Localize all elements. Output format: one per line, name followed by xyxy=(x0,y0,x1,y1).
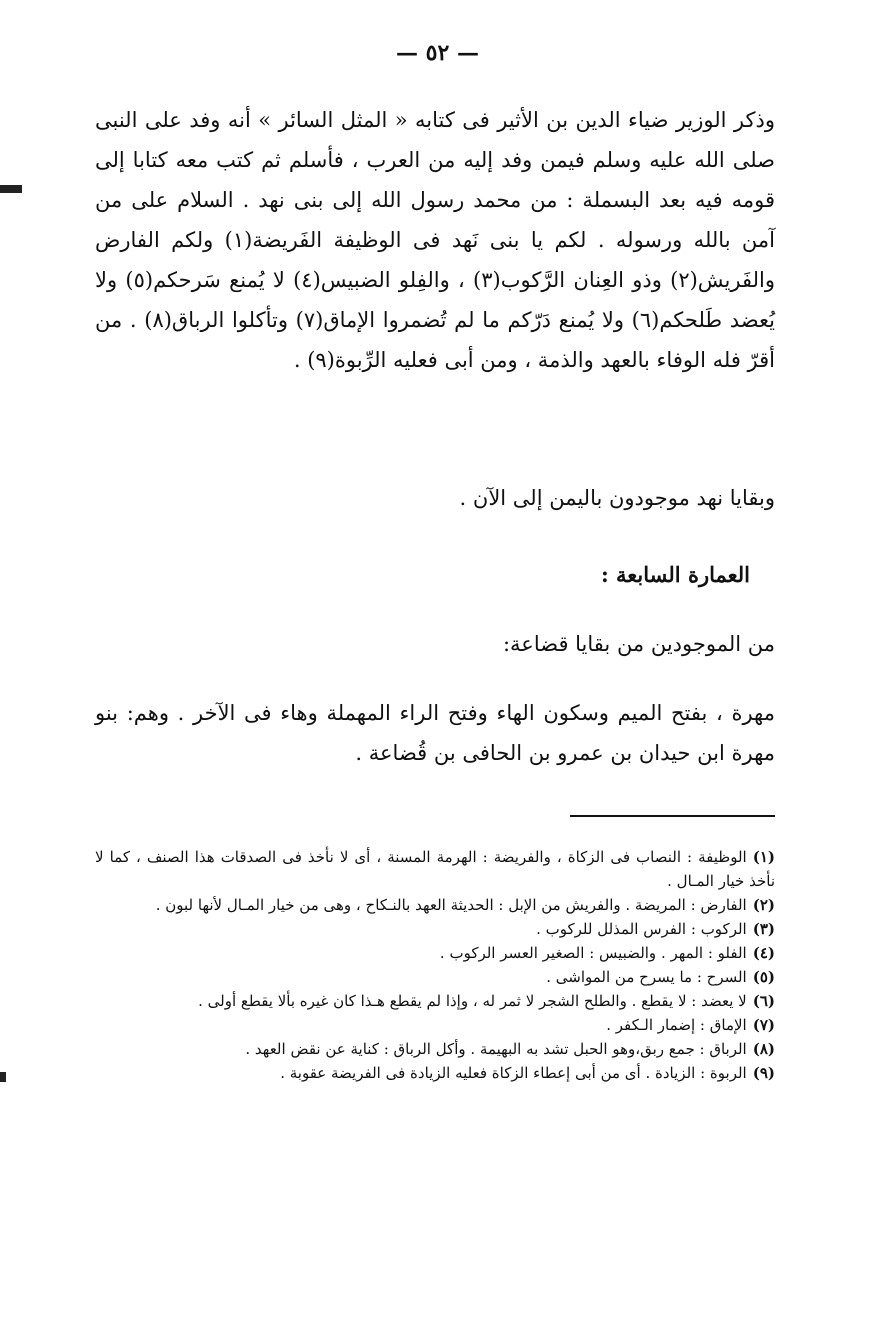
footnote-text: الربوة : الزيادة . أى من أبى إعطاء الزكاة فعليه الزيادة فى الفريضة عقوبة . xyxy=(280,1064,747,1082)
footnote xyxy=(95,893,775,917)
footnote-number: (٨) xyxy=(752,1040,775,1058)
footnote-text: الفلو : المهر . والضبيس : الصغير العسر الركوب . xyxy=(439,944,747,962)
footnote xyxy=(95,941,775,965)
footnote xyxy=(95,989,775,1013)
footnote-number: (٢) xyxy=(752,896,775,914)
footnote-number: (٦) xyxy=(752,992,775,1010)
footnote-number: (٧) xyxy=(752,1016,775,1034)
remnants-paragraph: وبقايا نهد موجودون باليمن إلى الآن . xyxy=(459,486,775,510)
margin-ink-dot xyxy=(0,1072,6,1082)
footnote xyxy=(95,917,775,941)
footnote-number: (٣) xyxy=(752,920,775,938)
footnote xyxy=(95,965,775,989)
footnote-number: (٤) xyxy=(752,944,775,962)
footnote xyxy=(95,1061,775,1085)
footnote-number: (٥) xyxy=(752,968,775,986)
footnote xyxy=(95,1037,775,1061)
footnote xyxy=(95,845,775,893)
footnote-text: الإماق : إضمار الـكفر . xyxy=(606,1016,747,1034)
footnote xyxy=(95,1013,775,1037)
footnote-text: الوظيفة : النصاب فى الزكاة ، والفريضة : الهرمة المسنة ، أى لا نأخذ فى الصدقات هذا الصنف ، كما لا نأخذ خيار المـال . xyxy=(95,848,775,890)
footnote-text: الرباق : جمع ربق،وهو الحبل تشد به البهيمة . وأكل الرباق : كناية عن نقض العهد . xyxy=(245,1040,747,1058)
footnote-text: الركوب : الفرس المذلل للركوب . xyxy=(536,920,747,938)
footnote-text: السرح : ما يسرح من المواشى . xyxy=(546,968,747,986)
footnotes xyxy=(95,845,775,1085)
mahra-paragraph: مهرة ، بفتح الميم وسكون الهاء وفتح الراء المهملة وهاء فى الآخر . وهم: بنو مهرة ابن حيدان بن عمرو بن الحافى بن قُضاعة . xyxy=(95,701,775,765)
footnote-text: لا يعضد : لا يقطع . والطلح الشجر لا ثمر له ، وإذا لم يقطع هـذا كان غيره بألا يقطع أولى . xyxy=(198,992,747,1010)
page-number: — ٥٢ — xyxy=(396,40,479,66)
footnote-number: (١) xyxy=(752,848,775,866)
footnote-text: الفارض : المريضة . والفريش من الإبل : الحديثة العهد بالنـكاح ، وهى من خيار المـال لأنها لبون . xyxy=(155,896,747,914)
footnote-number: (٩) xyxy=(752,1064,775,1082)
main-paragraph: وذكر الوزير ضياء الدين بن الأثير فى كتابه « المثل السائر » أنه وفد على النبى صلى الله عليه وسلم فيمن وفد إليه من العرب ، فأسلم ثم كتب معه كتابا إلى قومه فيه بعد البسملة : من محمد رسول الله إلى بنى نهد . السلام على من آمن بالله ورسوله . لكم يا بنى نَهد فى الوظيفة الفَريضة(١) ولكم الفارض والفَريش(٢) وذو العِنان الرَّكوب(٣) ، والفِلو الضبيس(٤) لا يُمنع سَرحكم(٥) ولا يُعضد طَلحكم(٦) ولا يُمنع دَرّكم ما لم تُضمروا الإماق(٧) وتأكلوا الرباق(٨) . من أقرّ فله الوفاء بالعهد والذمة ، ومن أبى فعليه الرِّبوة(٩) . xyxy=(95,108,775,372)
footnote-divider xyxy=(570,815,775,817)
section-heading: العمارة السابعة : xyxy=(600,562,750,587)
margin-ink-mark xyxy=(0,185,22,193)
intro-line: من الموجودين من بقايا قضاعة: xyxy=(502,632,775,656)
